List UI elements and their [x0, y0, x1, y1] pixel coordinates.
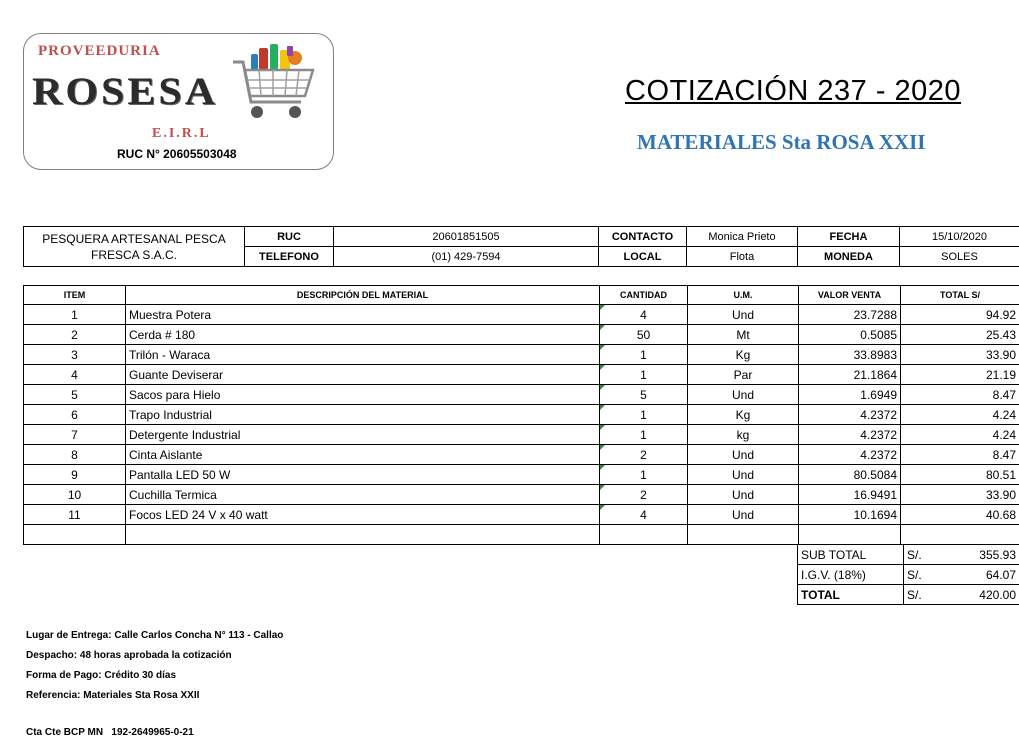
- bank-account: Cta Cte BCP MN 192-2649965-0-21: [26, 727, 194, 738]
- table-row: [24, 425, 1019, 445]
- item-description: Cuchilla Termica: [126, 485, 600, 505]
- item-description: Detergente Industrial: [126, 425, 600, 445]
- table-row: [24, 445, 1019, 465]
- table-row: [24, 485, 1019, 505]
- item-price: 16.9491: [799, 485, 901, 505]
- item-description: Cerda # 180: [126, 325, 600, 345]
- table-row: [24, 385, 1019, 405]
- item-price: 23.7288: [799, 305, 901, 325]
- table-row: [24, 345, 1019, 365]
- phone-label: TELEFONO: [245, 247, 334, 267]
- item-number: 2: [24, 325, 126, 345]
- igv-value: 64.07: [944, 565, 1019, 585]
- item-price: 1.6949: [799, 385, 901, 405]
- item-total: 80.51: [901, 465, 1019, 485]
- delivery-location: Lugar de Entrega: Calle Carlos Concha N° 113 - Callao: [26, 630, 284, 641]
- item-description: Pantalla LED 50 W: [126, 465, 600, 485]
- header-unit: U.M.: [688, 286, 799, 305]
- table-row: [24, 365, 1019, 385]
- item-quantity: 1: [600, 425, 688, 445]
- item-number: 7: [24, 425, 126, 445]
- item-total: 8.47: [901, 445, 1019, 465]
- date-value: 15/10/2020: [900, 227, 1019, 247]
- total-value: 420.00: [944, 585, 1019, 605]
- table-row: [24, 505, 1019, 525]
- item-description: Muestra Potera: [126, 305, 600, 325]
- item-price: 4.2372: [799, 425, 901, 445]
- local-value: Flota: [687, 247, 798, 267]
- item-description: Trilón - Waraca: [126, 345, 600, 365]
- igv-label: I.G.V. (18%): [798, 565, 904, 585]
- item-unit: Kg: [688, 405, 799, 425]
- quotation-title: COTIZACIÓN 237 - 2020: [625, 75, 962, 107]
- item-unit: Par: [688, 365, 799, 385]
- local-label: LOCAL: [599, 247, 687, 267]
- item-total: 4.24: [901, 405, 1019, 425]
- item-description: Focos LED 24 V x 40 watt: [126, 505, 600, 525]
- item-number: 11: [24, 505, 126, 525]
- igv-row: [798, 565, 1019, 585]
- table-row: [24, 325, 1019, 345]
- item-unit: Und: [688, 445, 799, 465]
- item-quantity: 4: [600, 305, 688, 325]
- subtotal-currency: S/.: [904, 545, 944, 565]
- item-total: 21.19: [901, 365, 1019, 385]
- item-description: Trapo Industrial: [126, 405, 600, 425]
- item-total: 33.90: [901, 485, 1019, 505]
- item-total: 94.92: [901, 305, 1019, 325]
- items-header-row: [24, 286, 1019, 305]
- item-quantity: 1: [600, 405, 688, 425]
- reference-info: Referencia: Materiales Sta Rosa XXII: [26, 690, 200, 701]
- contact-label: CONTACTO: [599, 227, 687, 247]
- item-unit: kg: [688, 425, 799, 445]
- item-quantity: 1: [600, 345, 688, 365]
- item-quantity: 1: [600, 465, 688, 485]
- items-table: [23, 285, 1019, 545]
- item-unit: Mt: [688, 325, 799, 345]
- shopping-cart-icon: [229, 40, 319, 128]
- total-currency: S/.: [904, 585, 944, 605]
- table-row: [24, 465, 1019, 485]
- phone-value: (01) 429-7594: [334, 247, 599, 267]
- item-total: 33.90: [901, 345, 1019, 365]
- item-quantity: 1: [600, 365, 688, 385]
- item-total: 40.68: [901, 505, 1019, 525]
- dispatch-info: Despacho: 48 horas aprobada la cotización: [26, 650, 232, 661]
- item-quantity: 50: [600, 325, 688, 345]
- item-number: 4: [24, 365, 126, 385]
- item-unit: Und: [688, 385, 799, 405]
- logo-top-text: PROVEEDURIA: [38, 43, 161, 59]
- client-ruc-label: RUC: [245, 227, 334, 247]
- item-price: 4.2372: [799, 405, 901, 425]
- subtotal-label: SUB TOTAL: [798, 545, 904, 565]
- item-price: 0.5085: [799, 325, 901, 345]
- header-item: ITEM: [24, 286, 126, 305]
- logo-company-type: E.I.R.L: [152, 126, 211, 141]
- subtotal-value: 355.93: [944, 545, 1019, 565]
- quotation-subtitle: MATERIALES Sta ROSA XXII: [637, 130, 926, 154]
- item-total: 4.24: [901, 425, 1019, 445]
- company-logo: [23, 33, 334, 170]
- total-row: [798, 585, 1019, 605]
- item-number: 3: [24, 345, 126, 365]
- item-number: 9: [24, 465, 126, 485]
- currency-value: SOLES: [900, 247, 1019, 267]
- item-quantity: 5: [600, 385, 688, 405]
- item-number: 8: [24, 445, 126, 465]
- header-quantity: CANTIDAD: [600, 286, 688, 305]
- item-price: 10.1694: [799, 505, 901, 525]
- item-unit: Und: [688, 305, 799, 325]
- item-number: 6: [24, 405, 126, 425]
- total-label: TOTAL: [798, 585, 904, 605]
- item-description: Sacos para Hielo: [126, 385, 600, 405]
- item-price: 4.2372: [799, 445, 901, 465]
- totals-table: [797, 545, 1019, 605]
- client-info-table: [23, 226, 1019, 267]
- client-name: PESQUERA ARTESANAL PESCA FRESCA S.A.C.: [24, 227, 245, 267]
- item-price: 80.5084: [799, 465, 901, 485]
- header-total: TOTAL S/: [901, 286, 1019, 305]
- item-number: 10: [24, 485, 126, 505]
- date-label: FECHA: [798, 227, 900, 247]
- table-row: [24, 405, 1019, 425]
- contact-value: Monica Prieto: [687, 227, 798, 247]
- item-unit: Und: [688, 505, 799, 525]
- logo-company-name: ROSESA: [32, 70, 219, 114]
- item-price: 33.8983: [799, 345, 901, 365]
- table-row: [24, 305, 1019, 325]
- header-description: DESCRIPCIÓN DEL MATERIAL: [126, 286, 600, 305]
- payment-terms: Forma de Pago: Crédito 30 días: [26, 670, 177, 681]
- item-unit: Und: [688, 465, 799, 485]
- item-total: 25.43: [901, 325, 1019, 345]
- item-unit: Kg: [688, 345, 799, 365]
- item-unit: Und: [688, 485, 799, 505]
- item-total: 8.47: [901, 385, 1019, 405]
- delivery-notes: [26, 626, 283, 706]
- item-price: 21.1864: [799, 365, 901, 385]
- empty-row: [24, 525, 1019, 545]
- item-description: Guante Deviserar: [126, 365, 600, 385]
- header-price: VALOR VENTA: [799, 286, 901, 305]
- client-ruc: 20601851505: [334, 227, 599, 247]
- item-quantity: 2: [600, 445, 688, 465]
- item-number: 1: [24, 305, 126, 325]
- subtotal-row: [798, 545, 1019, 565]
- igv-currency: S/.: [904, 565, 944, 585]
- item-description: Cinta Aislante: [126, 445, 600, 465]
- currency-label: MONEDA: [798, 247, 900, 267]
- item-number: 5: [24, 385, 126, 405]
- company-ruc: RUC N° 20605503048: [117, 147, 237, 161]
- item-quantity: 4: [600, 505, 688, 525]
- item-quantity: 2: [600, 485, 688, 505]
